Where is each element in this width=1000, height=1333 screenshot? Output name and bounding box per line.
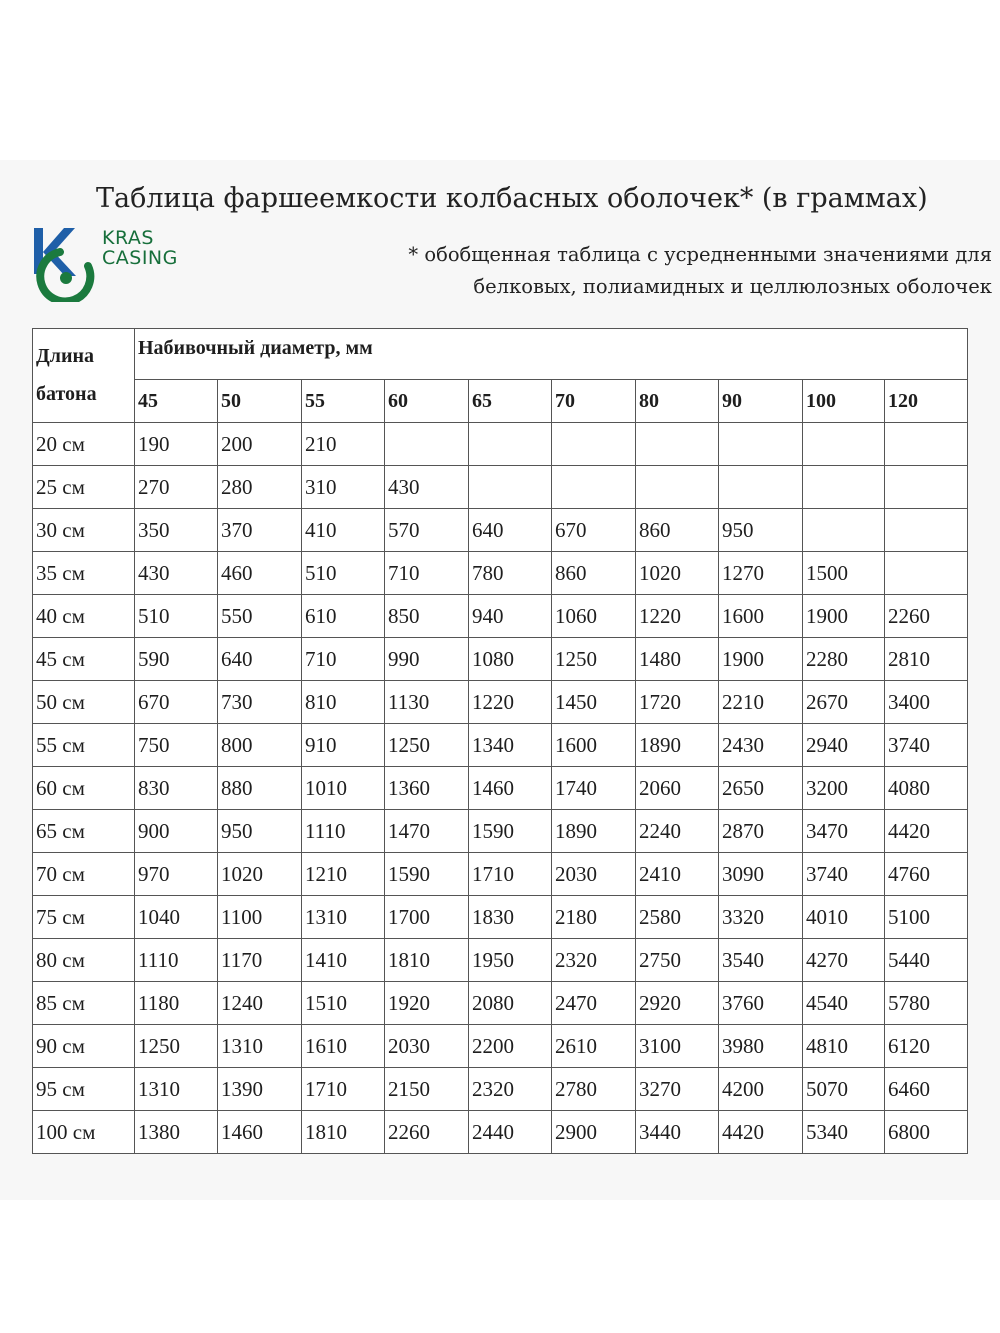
table-row	[33, 509, 968, 552]
value-cell: 570	[385, 509, 469, 552]
value-cell: 370	[218, 509, 302, 552]
value-cell: 2410	[636, 853, 719, 896]
value-cell	[803, 509, 885, 552]
length-header-cell	[33, 329, 135, 423]
value-cell: 1600	[552, 724, 636, 767]
value-cell: 1310	[218, 1025, 302, 1068]
length-cell: 85 см	[33, 982, 135, 1025]
value-cell: 3320	[719, 896, 803, 939]
value-cell: 270	[135, 466, 218, 509]
value-cell	[552, 466, 636, 509]
value-cell: 710	[302, 638, 385, 681]
diameter-cell: 80	[636, 380, 719, 423]
table-row	[33, 767, 968, 810]
value-cell: 310	[302, 466, 385, 509]
value-cell: 1470	[385, 810, 469, 853]
diameter-cell: 55	[302, 380, 385, 423]
value-cell: 2030	[552, 853, 636, 896]
value-cell: 210	[302, 423, 385, 466]
value-cell: 3100	[636, 1025, 719, 1068]
length-cell: 80 см	[33, 939, 135, 982]
length-cell: 45 см	[33, 638, 135, 681]
value-cell: 3540	[719, 939, 803, 982]
length-cell: 30 см	[33, 509, 135, 552]
diameter-cell: 70	[552, 380, 636, 423]
value-cell: 1830	[469, 896, 552, 939]
page-title: Таблица фаршеемкости колбасных оболочек* (в граммах)	[96, 183, 928, 214]
value-cell: 190	[135, 423, 218, 466]
value-cell: 910	[302, 724, 385, 767]
value-cell: 410	[302, 509, 385, 552]
subtitle	[240, 239, 992, 303]
value-cell: 1500	[803, 552, 885, 595]
value-cell	[385, 423, 469, 466]
value-cell: 1210	[302, 853, 385, 896]
value-cell: 1480	[636, 638, 719, 681]
value-cell: 850	[385, 595, 469, 638]
value-cell: 2060	[636, 767, 719, 810]
value-cell: 1460	[469, 767, 552, 810]
value-cell: 4540	[803, 982, 885, 1025]
value-cell	[885, 423, 968, 466]
value-cell: 3470	[803, 810, 885, 853]
value-cell: 860	[636, 509, 719, 552]
value-cell: 670	[552, 509, 636, 552]
value-cell: 2940	[803, 724, 885, 767]
length-header-line-1: Длина	[36, 345, 95, 367]
value-cell: 970	[135, 853, 218, 896]
table-row	[33, 552, 968, 595]
length-cell: 90 см	[33, 1025, 135, 1068]
table-row	[33, 595, 968, 638]
value-cell: 550	[218, 595, 302, 638]
value-cell: 3440	[636, 1111, 719, 1154]
value-cell: 2610	[552, 1025, 636, 1068]
value-cell: 1410	[302, 939, 385, 982]
value-cell: 2080	[469, 982, 552, 1025]
value-cell	[803, 423, 885, 466]
value-cell: 1590	[469, 810, 552, 853]
value-cell: 1040	[135, 896, 218, 939]
value-cell: 990	[385, 638, 469, 681]
value-cell: 1510	[302, 982, 385, 1025]
value-cell: 1740	[552, 767, 636, 810]
table-row	[33, 423, 968, 466]
value-cell: 950	[218, 810, 302, 853]
diameter-cell: 65	[469, 380, 552, 423]
length-cell: 65 см	[33, 810, 135, 853]
value-cell	[552, 423, 636, 466]
value-cell: 3740	[803, 853, 885, 896]
value-cell: 2580	[636, 896, 719, 939]
value-cell: 1240	[218, 982, 302, 1025]
logo	[30, 226, 178, 302]
table-row	[33, 853, 968, 896]
logo-text-kras: KRAS	[102, 227, 154, 249]
value-cell: 3760	[719, 982, 803, 1025]
value-cell: 5440	[885, 939, 968, 982]
value-cell: 780	[469, 552, 552, 595]
value-cell: 4420	[719, 1111, 803, 1154]
value-cell: 2440	[469, 1111, 552, 1154]
value-cell	[885, 466, 968, 509]
value-cell: 1250	[552, 638, 636, 681]
value-cell: 730	[218, 681, 302, 724]
value-cell: 430	[385, 466, 469, 509]
value-cell	[719, 466, 803, 509]
value-cell: 1110	[302, 810, 385, 853]
value-cell: 3740	[885, 724, 968, 767]
value-cell: 350	[135, 509, 218, 552]
table-row	[33, 1068, 968, 1111]
value-cell	[469, 423, 552, 466]
value-cell	[885, 552, 968, 595]
subtitle-line-1: * обобщенная таблица с усредненными значениями для	[408, 243, 992, 266]
value-cell: 1360	[385, 767, 469, 810]
value-cell: 940	[469, 595, 552, 638]
value-cell: 5070	[803, 1068, 885, 1111]
diameter-cell: 90	[719, 380, 803, 423]
value-cell: 4010	[803, 896, 885, 939]
value-cell: 2750	[636, 939, 719, 982]
value-cell: 1010	[302, 767, 385, 810]
diameter-cell: 120	[885, 380, 968, 423]
value-cell: 4760	[885, 853, 968, 896]
value-cell: 280	[218, 466, 302, 509]
value-cell: 2430	[719, 724, 803, 767]
casing-capacity-table	[32, 328, 968, 1154]
table-row	[33, 1025, 968, 1068]
value-cell: 1310	[302, 896, 385, 939]
value-cell: 2240	[636, 810, 719, 853]
length-cell: 75 см	[33, 896, 135, 939]
diameter-header-cell: Набивочный диаметр, мм	[135, 329, 968, 380]
header-row-1	[33, 329, 968, 380]
value-cell: 1380	[135, 1111, 218, 1154]
value-cell: 1890	[552, 810, 636, 853]
value-cell: 1950	[469, 939, 552, 982]
value-cell: 640	[469, 509, 552, 552]
value-cell: 610	[302, 595, 385, 638]
value-cell	[469, 466, 552, 509]
value-cell: 3400	[885, 681, 968, 724]
value-cell: 950	[719, 509, 803, 552]
value-cell: 1180	[135, 982, 218, 1025]
value-cell: 1220	[636, 595, 719, 638]
value-cell: 2900	[552, 1111, 636, 1154]
value-cell: 2810	[885, 638, 968, 681]
value-cell: 1720	[636, 681, 719, 724]
value-cell: 1450	[552, 681, 636, 724]
value-cell: 2200	[469, 1025, 552, 1068]
value-cell: 1110	[135, 939, 218, 982]
value-cell: 2920	[636, 982, 719, 1025]
value-cell: 1900	[719, 638, 803, 681]
value-cell: 1080	[469, 638, 552, 681]
value-cell: 2030	[385, 1025, 469, 1068]
table-body	[33, 329, 968, 1154]
length-cell: 35 см	[33, 552, 135, 595]
value-cell: 1390	[218, 1068, 302, 1111]
value-cell: 510	[135, 595, 218, 638]
value-cell: 2870	[719, 810, 803, 853]
diameter-cell: 60	[385, 380, 469, 423]
value-cell: 1810	[385, 939, 469, 982]
value-cell: 2780	[552, 1068, 636, 1111]
value-cell: 2670	[803, 681, 885, 724]
value-cell: 4200	[719, 1068, 803, 1111]
value-cell: 1270	[719, 552, 803, 595]
diameter-row	[33, 380, 968, 423]
value-cell: 2650	[719, 767, 803, 810]
value-cell: 1250	[135, 1025, 218, 1068]
value-cell: 1710	[302, 1068, 385, 1111]
length-cell: 50 см	[33, 681, 135, 724]
value-cell: 1600	[719, 595, 803, 638]
value-cell: 2180	[552, 896, 636, 939]
value-cell: 2260	[885, 595, 968, 638]
value-cell: 2320	[552, 939, 636, 982]
length-cell: 20 см	[33, 423, 135, 466]
table-row	[33, 939, 968, 982]
value-cell: 590	[135, 638, 218, 681]
value-cell: 860	[552, 552, 636, 595]
value-cell: 1890	[636, 724, 719, 767]
value-cell: 1100	[218, 896, 302, 939]
value-cell: 200	[218, 423, 302, 466]
value-cell: 1810	[302, 1111, 385, 1154]
value-cell	[636, 423, 719, 466]
value-cell: 1710	[469, 853, 552, 896]
value-cell: 830	[135, 767, 218, 810]
value-cell: 6800	[885, 1111, 968, 1154]
value-cell: 1340	[469, 724, 552, 767]
value-cell: 1130	[385, 681, 469, 724]
value-cell: 3090	[719, 853, 803, 896]
value-cell: 2260	[385, 1111, 469, 1154]
value-cell: 1170	[218, 939, 302, 982]
value-cell: 2150	[385, 1068, 469, 1111]
length-cell: 70 см	[33, 853, 135, 896]
length-cell: 25 см	[33, 466, 135, 509]
value-cell: 430	[135, 552, 218, 595]
value-cell: 1610	[302, 1025, 385, 1068]
value-cell: 6460	[885, 1068, 968, 1111]
length-header-line-2: батона	[36, 383, 97, 405]
value-cell: 2280	[803, 638, 885, 681]
length-cell: 40 см	[33, 595, 135, 638]
subtitle-line-2: белковых, полиамидных и целлюлозных оболочек	[473, 275, 992, 298]
value-cell: 1900	[803, 595, 885, 638]
table-row	[33, 810, 968, 853]
value-cell: 1590	[385, 853, 469, 896]
value-cell: 2210	[719, 681, 803, 724]
value-cell: 6120	[885, 1025, 968, 1068]
table-row	[33, 982, 968, 1025]
diameter-cell: 45	[135, 380, 218, 423]
value-cell: 5100	[885, 896, 968, 939]
kc-logo-icon	[30, 226, 102, 302]
value-cell: 3980	[719, 1025, 803, 1068]
value-cell: 3270	[636, 1068, 719, 1111]
value-cell: 1460	[218, 1111, 302, 1154]
value-cell	[636, 466, 719, 509]
value-cell: 4080	[885, 767, 968, 810]
value-cell	[719, 423, 803, 466]
value-cell: 1060	[552, 595, 636, 638]
value-cell: 4420	[885, 810, 968, 853]
table-row	[33, 724, 968, 767]
value-cell: 5340	[803, 1111, 885, 1154]
value-cell: 1020	[218, 853, 302, 896]
diameter-cell: 50	[218, 380, 302, 423]
value-cell	[803, 466, 885, 509]
table-row	[33, 681, 968, 724]
length-cell: 100 см	[33, 1111, 135, 1154]
diameter-cell: 100	[803, 380, 885, 423]
length-cell: 55 см	[33, 724, 135, 767]
value-cell: 800	[218, 724, 302, 767]
value-cell: 4810	[803, 1025, 885, 1068]
value-cell: 710	[385, 552, 469, 595]
value-cell: 810	[302, 681, 385, 724]
value-cell: 1020	[636, 552, 719, 595]
value-cell: 1700	[385, 896, 469, 939]
value-cell: 4270	[803, 939, 885, 982]
value-cell: 640	[218, 638, 302, 681]
value-cell: 3200	[803, 767, 885, 810]
table-row	[33, 466, 968, 509]
value-cell: 5780	[885, 982, 968, 1025]
value-cell: 670	[135, 681, 218, 724]
value-cell: 1250	[385, 724, 469, 767]
value-cell: 510	[302, 552, 385, 595]
table-row	[33, 638, 968, 681]
logo-text-casing: CASING	[102, 247, 178, 269]
value-cell: 750	[135, 724, 218, 767]
table-row	[33, 896, 968, 939]
value-cell: 2320	[469, 1068, 552, 1111]
length-cell: 60 см	[33, 767, 135, 810]
value-cell: 880	[218, 767, 302, 810]
length-cell: 95 см	[33, 1068, 135, 1111]
table-row	[33, 1111, 968, 1154]
value-cell: 900	[135, 810, 218, 853]
value-cell: 1920	[385, 982, 469, 1025]
value-cell: 1310	[135, 1068, 218, 1111]
value-cell: 460	[218, 552, 302, 595]
value-cell	[885, 509, 968, 552]
value-cell: 1220	[469, 681, 552, 724]
value-cell: 2470	[552, 982, 636, 1025]
